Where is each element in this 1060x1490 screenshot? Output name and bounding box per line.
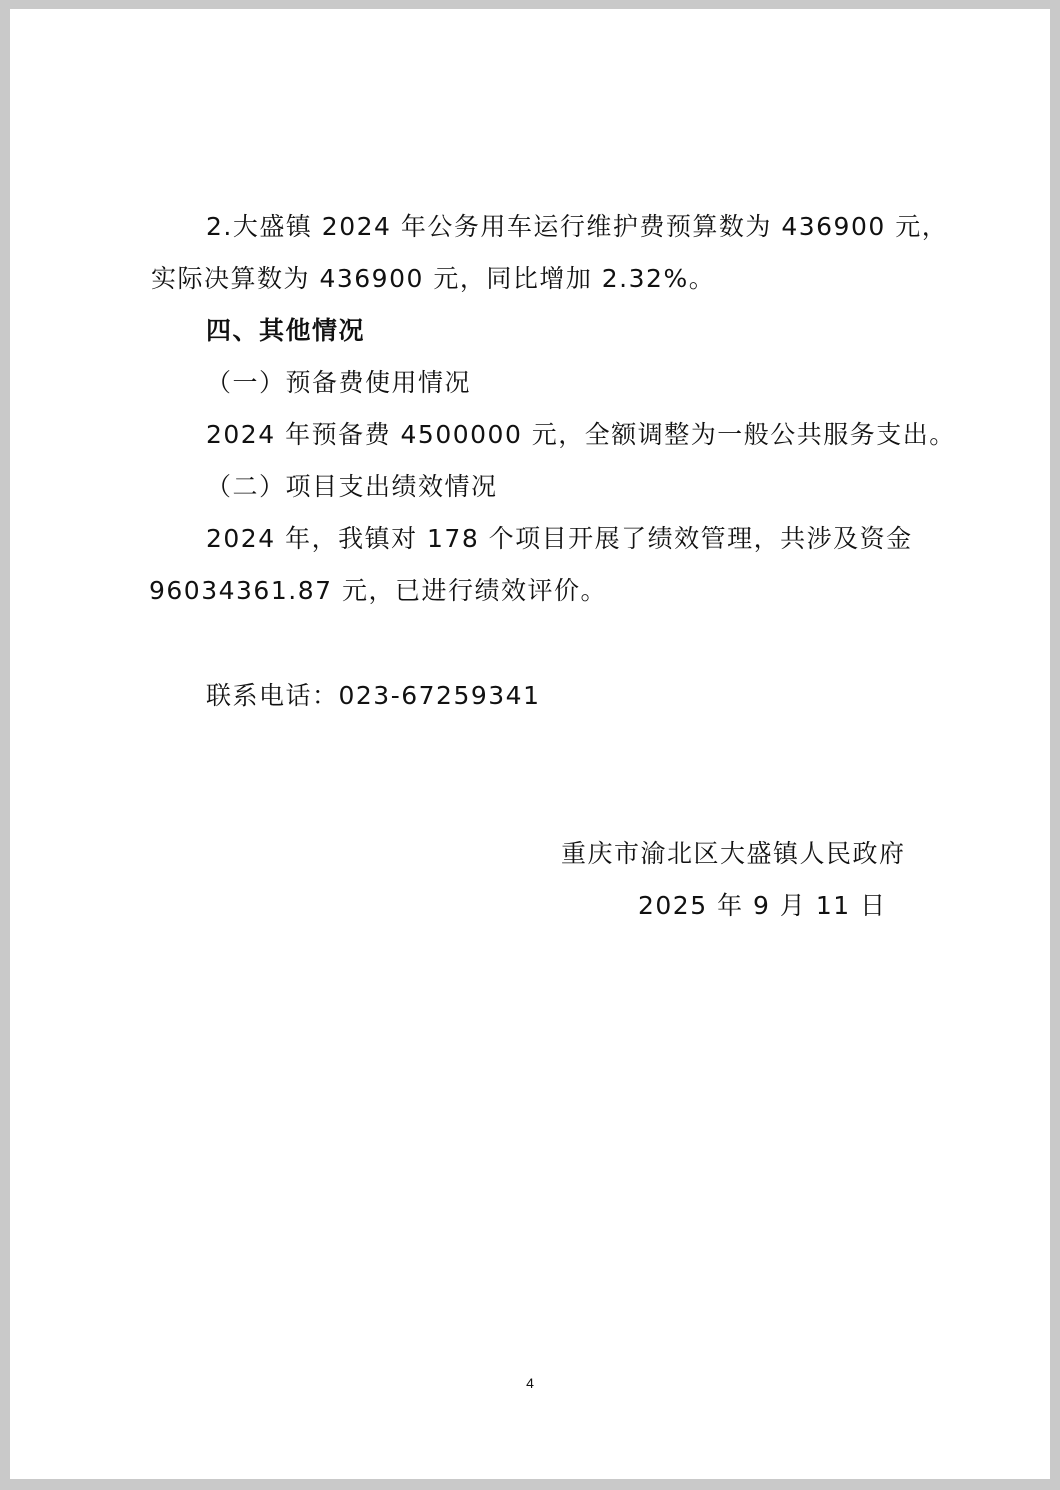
- section-four-heading: 四、其他情况: [206, 316, 366, 345]
- contact-phone: 联系电话：023-67259341: [206, 681, 541, 710]
- performance-paragraph-line-1: 2024 年，我镇对 178 个项目开展了绩效管理，共涉及资金: [206, 524, 913, 553]
- signature-date: 2025 年 9 月 11 日: [638, 891, 887, 920]
- vehicle-paragraph-line-1: 2.大盛镇 2024 年公务用车运行维护费预算数为 436900 元，: [206, 212, 949, 241]
- subsection-one-heading: （一）预备费使用情况: [206, 368, 472, 397]
- vehicle-paragraph-line-2: 实际决算数为 436900 元，同比增加 2.32%。: [151, 264, 716, 293]
- subsection-two-heading: （二）项目支出绩效情况: [206, 472, 498, 501]
- reserve-fund-text: 2024 年预备费 4500000 元，全额调整为一般公共服务支出。: [206, 420, 956, 449]
- signature-organization: 重庆市渝北区大盛镇人民政府: [561, 839, 906, 868]
- page-number: 4: [526, 1375, 534, 1391]
- document-page: [10, 9, 1050, 1479]
- performance-paragraph-line-2: 96034361.87 元，已进行绩效评价。: [149, 576, 607, 605]
